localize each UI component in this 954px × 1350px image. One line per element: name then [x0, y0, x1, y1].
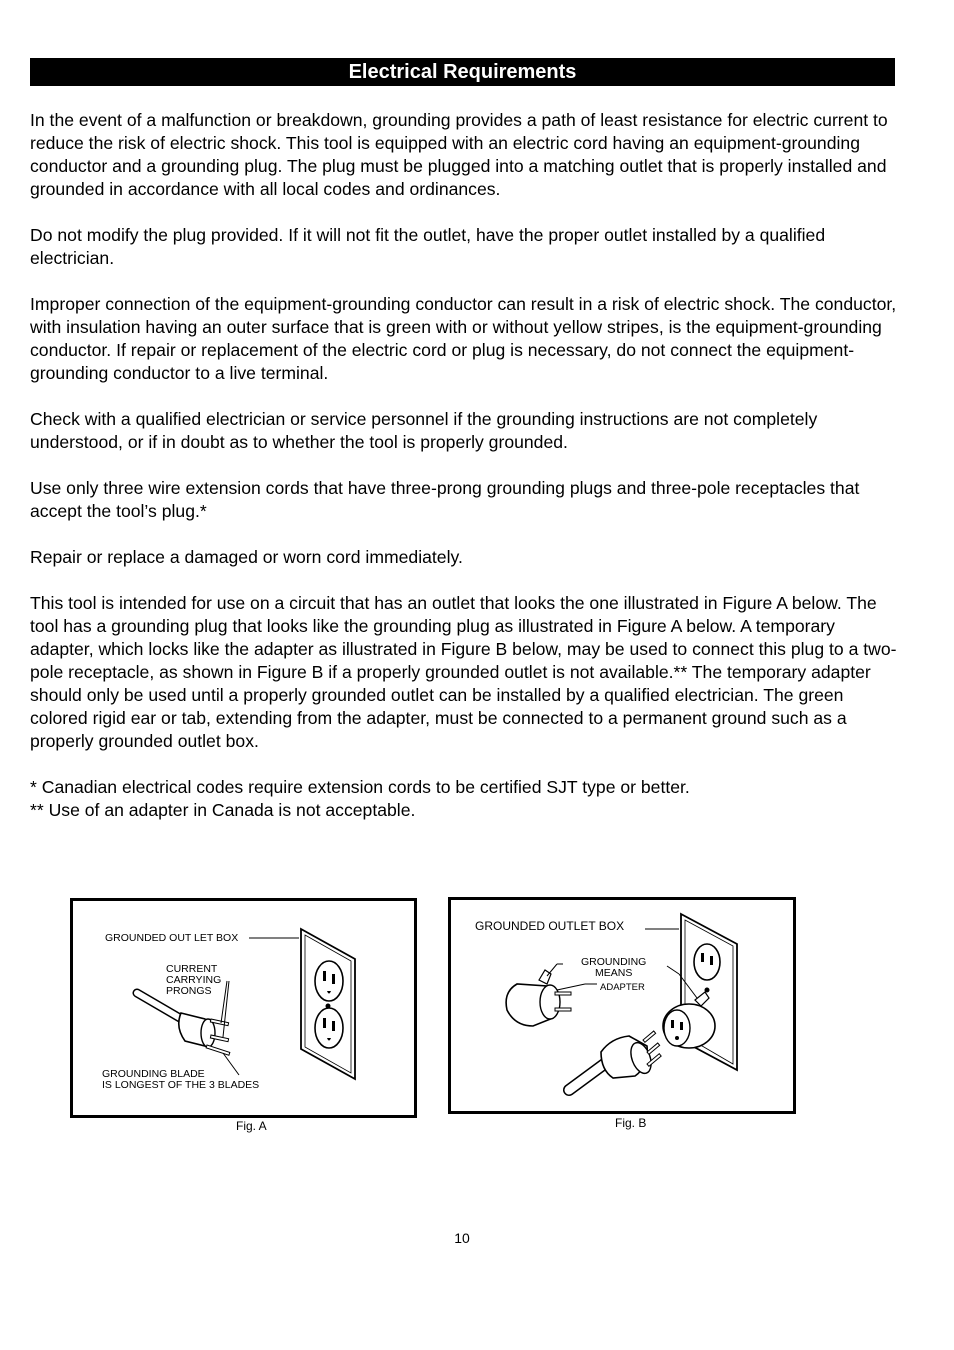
label-grounded-outlet-box: GROUNDED OUT LET BOX	[105, 932, 239, 944]
page-number: 10	[454, 1230, 470, 1246]
figure-b-caption: Fig. B	[615, 1116, 647, 1130]
paragraph: Improper connection of the equipment-grounding conductor can result in a risk of electric shock. The conductor, with insulation having an outer surface that is green with or without yellow stripes, is the equipment-grounding conductor. If repair or replacement of the electric cord or plug is necessary, do not connect the equipment-grounding conductor to a live terminal.	[30, 294, 897, 383]
paragraph: This tool is intended for use on a circuit that has an outlet that looks the one illustrated in Figure A below. The tool has a grounding plug that looks like the grounding plug as illustrated in Figure A below. A temporary adapter, which locks like the adapter as illustrated in Figure B below, may be used to connect this plug to a two-pole receptacle, as shown in Figure B if a properly grounded outlet is not available.** The temporary adapter should only be used until a properly grounded outlet can be installed by a qualified electrician. The green colored rigid ear or tab, extending from the adapter, must be connected to a permanent ground such as a properly grounded outlet box.	[30, 593, 897, 751]
outlet-receptacle-icon	[315, 1008, 343, 1048]
paragraph: Use only three wire extension cords that have three-prong grounding plugs and three-pole receptacles that accept the tool’s plug.*	[30, 478, 860, 521]
grounding-tab-icon	[539, 970, 551, 984]
section-title: Electrical Requirements	[30, 58, 895, 86]
outlet-receptacle-icon	[315, 961, 343, 1001]
paragraph: In the event of a malfunction or breakdown, grounding provides a path of least resistance for electric current to reduce the risk of electric shock. This tool is equipped with an electric cord having an equipment-grounding conductor and a grounding plug. The plug must be plugged into a matching outlet that is properly installed and grounded in accordance with all local codes and ordinances.	[30, 110, 888, 199]
body-text	[30, 109, 900, 822]
footnote: ** Use of an adapter in Canada is not acceptable.	[30, 800, 416, 820]
figure-a-caption: Fig. A	[236, 1119, 267, 1133]
label-current-carrying-prongs: CURRENT CARRYING PRONGS	[166, 963, 222, 997]
label-grounding-blade: GROUNDING BLADE IS LONGEST OF THE 3 BLADES	[102, 1068, 260, 1091]
paragraph: Do not modify the plug provided. If it will not fit the outlet, have the proper outlet installed by a qualified electrician.	[30, 225, 826, 268]
label-grounded-outlet-box: GROUNDED OUTLET BOX	[475, 919, 625, 933]
label-adapter: ADAPTER	[600, 982, 645, 993]
figure-a	[70, 898, 417, 1118]
footnote: * Canadian electrical codes require extension cords to be certified SJT type or better.	[30, 777, 690, 797]
label-grounding-means: GROUNDING MEANS	[581, 956, 647, 979]
figure-b	[448, 897, 796, 1114]
outlet-receptacle-icon	[694, 944, 720, 980]
paragraph: Check with a qualified electrician or service personnel if the grounding instructions are not completely understood, or if in doubt as to whether the tool is properly grounded.	[30, 409, 818, 452]
paragraph: Repair or replace a damaged or worn cord immediately.	[30, 547, 463, 567]
